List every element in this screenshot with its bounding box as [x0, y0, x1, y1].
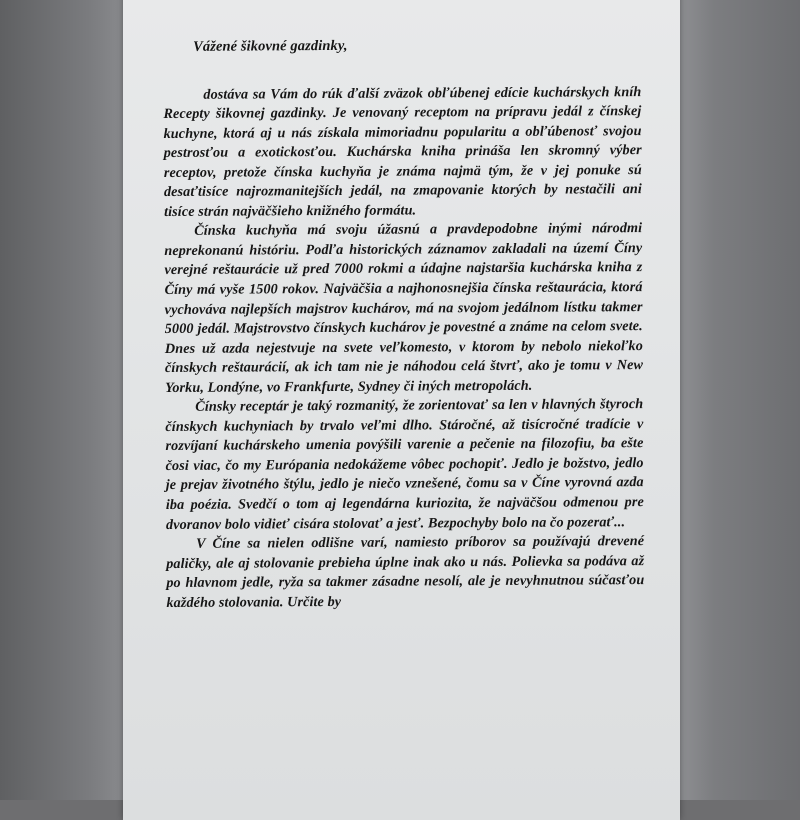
paragraph-history: Čínska kuchyňa má svoju úžasnú a pravdepodobne inými národmi neprekonanú históriu. Podľa historických záznamov zakladali na území Číny verejné reštaurácie už pred 7000 rokmi a údajne najstaršia kuchárska kniha z Číny má vyše 1500 rokov. Najväčšia a najhonosnejšia čínska reštaurácia, ktorá vychováva najlepších majstrov kuchárov, má na svojom jedálnom lístku takmer 5000 jedál. Majstrovstvo čínskych kuchárov je povestné a známe na celom svete. Dnes už azda nejestvuje na svete veľkomesto, v ktorom by nebolo niekoľko čínskych reštaurácií, ak ich tam nie je náhodou celá štvrť, ako je tomu v New Yorku, Londýne, vo Frankfurte, Sydney či iných metropolách. — [164, 220, 644, 396]
background-left-edge — [0, 0, 125, 800]
page-text-block — [163, 35, 645, 613]
paragraph-intro: dostáva sa Vám do rúk ďalší zväzok obľúbenej edície kuchárskych kníh Recepty šikovnej gazdinky. Je venovaný receptom na prípravu jedál z čínskej kuchyne, ktorá aj u nás získala mimoriadnu popularitu a obľúbenosť svojou pestrosťou a exotickosťou. Kuchárska kniha prináša len skromný výber receptov, pretože čínska kuchyňa je známa najmä tým, že v jej ponuke sú desaťtisíce najrozmanitejších jedál, na zmapovanie ktorých by nestačili ani tisíce strán najväčšieho knižného formátu. — [163, 83, 642, 220]
paragraph-diversity: Čínsky receptár je taký rozmanitý, že zorientovať sa len v hlavných štyroch čínskych kuchyniach by trvalo veľmi dlho. Stáročné, až tisícročné tradície v rozvíjaní kuchárskeho umenia povýšili varenie a pečenie na filozofiu, ba ešte čosi viac, čo my Európania nedokážeme vôbec pochopiť. Jedlo je božstvo, jedlo je prejav životného štýlu, jedlo je niečo vznešené, čomu sa v Číne vyrovná azda iba poézia. Svedčí o tom aj legendárna kuriozita, že najväčšou odmenou pre dvoranov bolo vidieť cisára stolovať a jesť. Bezpochyby bolo na čo pozerať... — [165, 396, 644, 533]
book-page — [123, 0, 680, 820]
paragraph-dining: V Číne sa nielen odlišne varí, namiesto príborov sa používajú drevené paličky, ale aj stolovanie prebieha úplne inak ako u nás. Polievka sa podáva až po hlavnom jedle, ryža sa takmer zásadne nesolí, ale je nevyhnutnou súčasťou každého stolovania. Určite by — [166, 533, 645, 611]
salutation: Vážené šikovné gazdinky, — [193, 37, 348, 55]
background-right-edge — [678, 0, 800, 800]
